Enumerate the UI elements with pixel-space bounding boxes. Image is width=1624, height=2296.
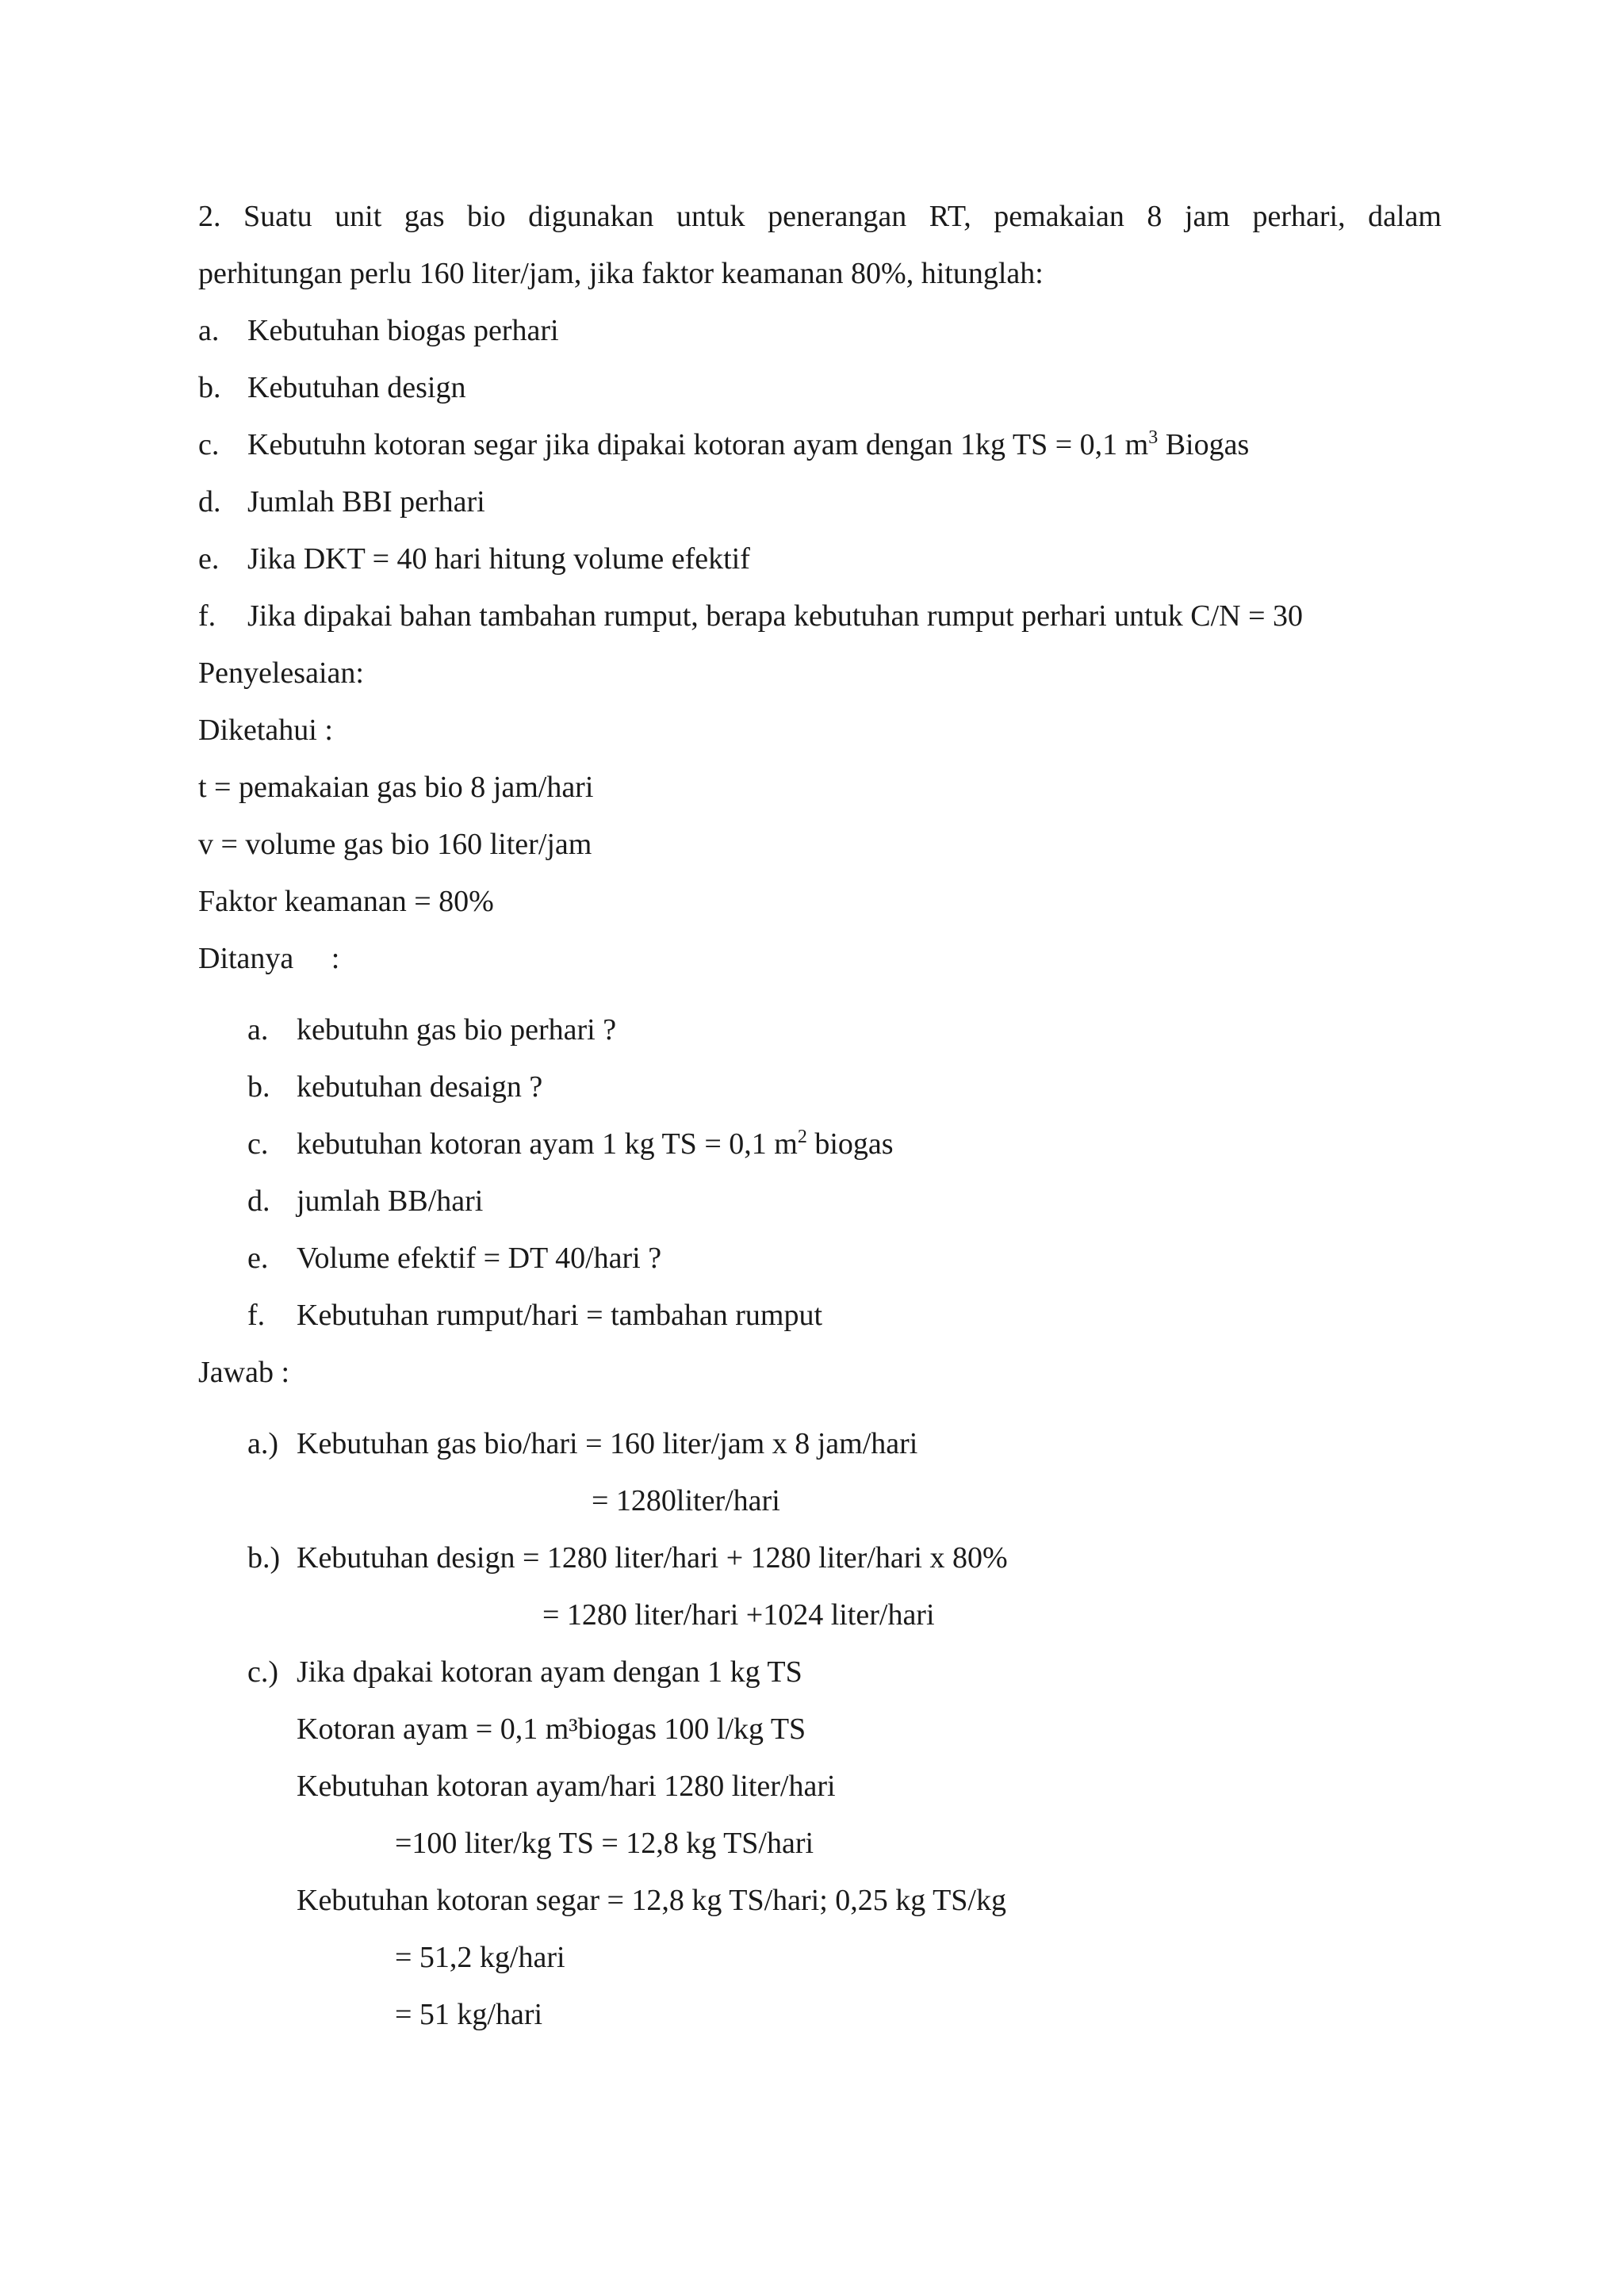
asked-item-text: Volume efektif = DT 40/hari ? xyxy=(297,1242,662,1275)
known-item: Faktor keamanan = 80% xyxy=(198,885,494,918)
question-item-text: Jika DKT = 40 hari hitung volume efektif xyxy=(247,542,750,576)
question-item-b xyxy=(198,371,466,404)
question-item-f xyxy=(198,599,1304,633)
asked-item-text: kebutuhn gas bio perhari ? xyxy=(297,1013,617,1047)
question-item-marker: c. xyxy=(198,428,220,461)
asked-item-text: jumlah BB/hari xyxy=(297,1184,484,1218)
known-item: v = volume gas bio 160 liter/jam xyxy=(198,828,592,861)
question-item-c xyxy=(198,427,1250,461)
known-label: Diketahui : xyxy=(198,714,333,747)
asked-item-marker: d. xyxy=(247,1184,270,1218)
asked-item-b xyxy=(247,1070,543,1104)
asked-item-marker: c. xyxy=(247,1127,269,1161)
answer-c-line-6: = 51,2 kg/hari xyxy=(395,1941,565,1974)
question-intro-line-1: 2. Suatu unit gas bio digunakan untuk penerangan RT, pemakaian 8 jam perhari, dalam xyxy=(198,200,1442,233)
asked-item-marker: e. xyxy=(247,1242,269,1275)
asked-item-text: Kebutuhan rumput/hari = tambahan rumput xyxy=(297,1299,823,1332)
asked-item-marker: b. xyxy=(247,1070,270,1104)
asked-item-c xyxy=(247,1127,894,1161)
superscript: 2 xyxy=(797,1127,807,1147)
asked-item-text: kebutuhan desaign ? xyxy=(297,1070,543,1104)
question-item-text: Kebutuhn kotoran segar jika dipakai kotoran ayam dengan 1kg TS = 0,1 m xyxy=(247,428,1149,461)
question-item-e xyxy=(198,542,750,576)
asked-item-e xyxy=(247,1242,662,1275)
answer-a-line-2: = 1280liter/hari xyxy=(592,1484,780,1517)
answer-c-marker: c.) xyxy=(247,1655,279,1689)
answer-label: Jawab : xyxy=(198,1356,290,1389)
asked-label: Ditanya : xyxy=(198,942,340,975)
answer-c-line-1: Jika dpakai kotoran ayam dengan 1 kg TS xyxy=(297,1655,802,1689)
answer-c-line-7: = 51 kg/hari xyxy=(395,1998,543,2031)
answer-c-line-3: Kebutuhan kotoran ayam/hari 1280 liter/hari xyxy=(297,1770,836,1803)
question-item-text-group xyxy=(247,427,1250,461)
asked-item-text-group xyxy=(297,1129,894,1159)
question-item-text: Jika dipakai bahan tambahan rumput, berapa kebutuhan rumput perhari untuk C/N = 30 xyxy=(247,599,1304,633)
question-item-d xyxy=(198,485,485,519)
answer-b-line-1: Kebutuhan design = 1280 liter/hari + 1280 liter/hari x 80% xyxy=(297,1541,1008,1575)
asked-item-a xyxy=(247,1013,617,1047)
question-item-a xyxy=(198,314,559,347)
question-item-text: Jumlah BBI perhari xyxy=(247,485,485,519)
answer-b-marker: b.) xyxy=(247,1541,281,1575)
solution-heading: Penyelesaian: xyxy=(198,656,364,690)
answer-a-marker: a.) xyxy=(247,1427,279,1460)
question-intro-line-2: perhitungan perlu 160 liter/jam, jika faktor keamanan 80%, hitunglah: xyxy=(198,257,1044,290)
asked-item-text: kebutuhan kotoran ayam 1 kg TS = 0,1 m xyxy=(297,1127,798,1161)
asked-item-marker: f. xyxy=(247,1299,266,1332)
superscript: 3 xyxy=(1148,427,1159,448)
answer-a-line-1: Kebutuhan gas bio/hari = 160 liter/jam x 8 jam/hari xyxy=(297,1427,918,1460)
question-item-marker: f. xyxy=(198,599,216,633)
known-item: t = pemakaian gas bio 8 jam/hari xyxy=(198,771,594,804)
question-item-marker: d. xyxy=(198,485,221,519)
asked-item-f xyxy=(247,1299,823,1332)
asked-item-marker: a. xyxy=(247,1013,269,1047)
answer-c-line-2: Kotoran ayam = 0,1 m³biogas 100 l/kg TS xyxy=(297,1712,806,1746)
question-item-marker: b. xyxy=(198,371,221,404)
question-item-text: Kebutuhan design xyxy=(247,371,466,404)
question-item-text: Kebutuhan biogas perhari xyxy=(247,314,559,347)
question-item-tail: Biogas xyxy=(1158,428,1250,461)
asked-item-d xyxy=(247,1184,484,1218)
answer-c-line-4: =100 liter/kg TS = 12,8 kg TS/hari xyxy=(395,1827,814,1860)
question-item-marker: e. xyxy=(198,542,220,576)
answer-b-line-2: = 1280 liter/hari +1024 liter/hari xyxy=(542,1598,935,1632)
asked-item-tail: biogas xyxy=(806,1127,894,1161)
answer-c-line-5: Kebutuhan kotoran segar = 12,8 kg TS/hari; 0,25 kg TS/kg xyxy=(297,1884,1006,1917)
question-item-marker: a. xyxy=(198,314,220,347)
